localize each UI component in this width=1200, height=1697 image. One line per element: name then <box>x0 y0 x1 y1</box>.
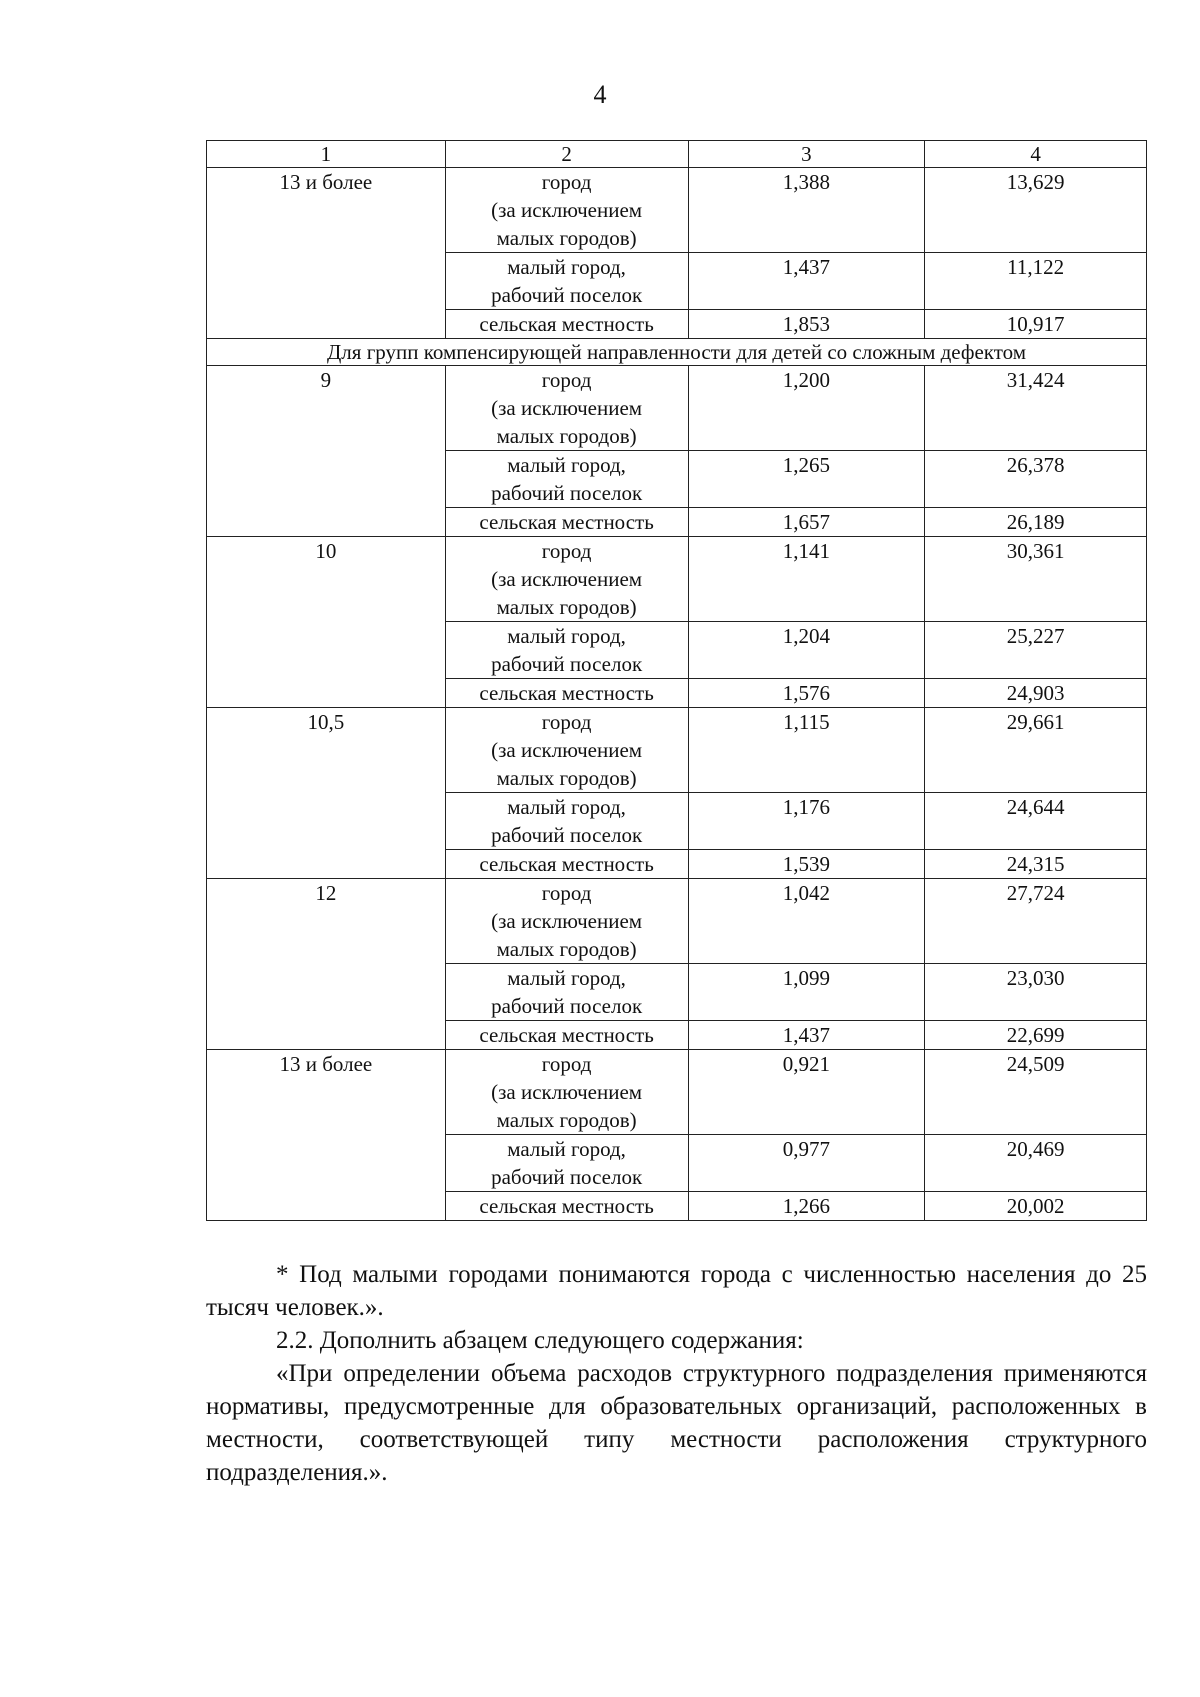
locality-cell: сельская местность <box>445 679 688 708</box>
locality-cell: малый город, рабочий поселок <box>445 451 688 508</box>
age-cell: 9 <box>207 366 446 537</box>
amendment-item: 2.2. Дополнить абзацем следующего содержания: <box>276 1327 804 1354</box>
section-row <box>207 339 1147 366</box>
norm-cell: 24,315 <box>925 850 1147 879</box>
coefficient-cell: 1,200 <box>688 366 925 451</box>
locality-cell: сельская местность <box>445 850 688 879</box>
coefficient-cell: 1,204 <box>688 622 925 679</box>
coefficient-cell: 1,657 <box>688 508 925 537</box>
norm-cell: 20,469 <box>925 1135 1147 1192</box>
coefficient-cell: 1,388 <box>688 168 925 253</box>
locality-cell: город (за исключением малых городов) <box>445 366 688 451</box>
header-cell: 3 <box>688 141 925 168</box>
header-cell: 2 <box>445 141 688 168</box>
locality-cell: сельская местность <box>445 310 688 339</box>
norm-cell: 20,002 <box>925 1192 1147 1221</box>
locality-cell: город (за исключением малых городов) <box>445 879 688 964</box>
locality-cell: город (за исключением малых городов) <box>445 168 688 253</box>
age-cell: 10,5 <box>207 708 446 879</box>
locality-cell: малый город, рабочий поселок <box>445 964 688 1021</box>
locality-cell: малый город, рабочий поселок <box>445 622 688 679</box>
table-row <box>207 1050 1147 1135</box>
locality-cell: сельская местность <box>445 508 688 537</box>
locality-cell: малый город, рабочий поселок <box>445 253 688 310</box>
locality-cell: малый город, рабочий поселок <box>445 793 688 850</box>
page-number: 4 <box>593 80 607 109</box>
footnote: * Под малыми городами понимаются города с численностью населения до 25 тысяч человек.». <box>206 1261 1147 1321</box>
amendment-quote: «При определении объема расходов структурного подразделения применяются нормативы, предусмотренные для образовательных организаций, расположенных в местности, соответствующей типу местности расположения структурного подразделения.». <box>206 1360 1147 1486</box>
age-cell: 10 <box>207 537 446 708</box>
norm-cell: 26,189 <box>925 508 1147 537</box>
locality-cell: сельская местность <box>445 1192 688 1221</box>
locality-cell: город (за исключением малых городов) <box>445 708 688 793</box>
norm-cell: 24,644 <box>925 793 1147 850</box>
coefficient-cell: 1,266 <box>688 1192 925 1221</box>
coefficient-cell: 1,099 <box>688 964 925 1021</box>
coefficient-cell: 1,437 <box>688 253 925 310</box>
coefficient-cell: 1,853 <box>688 310 925 339</box>
locality-cell: город (за исключением малых городов) <box>445 537 688 622</box>
coefficient-cell: 1,576 <box>688 679 925 708</box>
coefficient-cell: 1,539 <box>688 850 925 879</box>
coefficient-cell: 1,176 <box>688 793 925 850</box>
locality-cell: город (за исключением малых городов) <box>445 1050 688 1135</box>
norm-cell: 29,661 <box>925 708 1147 793</box>
norm-cell: 31,424 <box>925 366 1147 451</box>
norm-cell: 25,227 <box>925 622 1147 679</box>
header-cell: 1 <box>207 141 446 168</box>
norm-cell: 24,509 <box>925 1050 1147 1135</box>
age-cell: 12 <box>207 879 446 1050</box>
table-row <box>207 879 1147 964</box>
norm-cell: 11,122 <box>925 253 1147 310</box>
norm-cell: 22,699 <box>925 1021 1147 1050</box>
norm-cell: 13,629 <box>925 168 1147 253</box>
norm-cell: 30,361 <box>925 537 1147 622</box>
table-row <box>207 168 1147 253</box>
age-cell: 13 и более <box>207 168 446 339</box>
norm-cell: 26,378 <box>925 451 1147 508</box>
table-row <box>207 708 1147 793</box>
norm-cell: 27,724 <box>925 879 1147 964</box>
notes-block <box>206 1258 1147 1489</box>
coefficient-cell: 1,141 <box>688 537 925 622</box>
norms-table <box>206 140 1147 1221</box>
table-row <box>207 537 1147 622</box>
locality-cell: сельская местность <box>445 1021 688 1050</box>
norm-cell: 24,903 <box>925 679 1147 708</box>
coefficient-cell: 0,977 <box>688 1135 925 1192</box>
norm-cell: 10,917 <box>925 310 1147 339</box>
table-row <box>207 366 1147 451</box>
locality-cell: малый город, рабочий поселок <box>445 1135 688 1192</box>
coefficient-cell: 0,921 <box>688 1050 925 1135</box>
table-header-row <box>207 141 1147 168</box>
header-cell: 4 <box>925 141 1147 168</box>
coefficient-cell: 1,042 <box>688 879 925 964</box>
section-title: Для групп компенсирующей направленности для детей со сложным дефектом <box>207 339 1147 366</box>
age-cell: 13 и более <box>207 1050 446 1221</box>
coefficient-cell: 1,265 <box>688 451 925 508</box>
coefficient-cell: 1,115 <box>688 708 925 793</box>
norm-cell: 23,030 <box>925 964 1147 1021</box>
coefficient-cell: 1,437 <box>688 1021 925 1050</box>
